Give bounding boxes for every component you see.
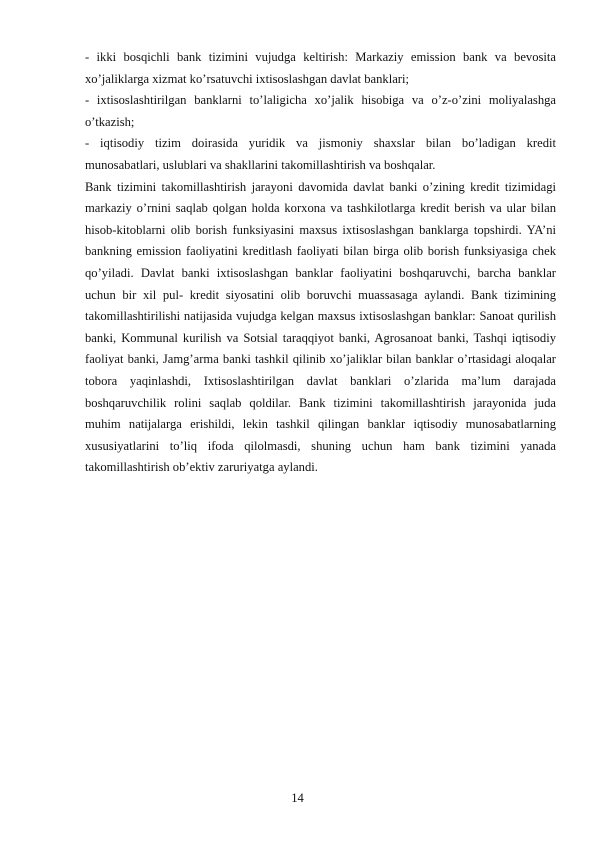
page-number: 14: [291, 791, 304, 805]
paragraph-two-tier-system: - ikki bosqichli bank tizimini vujudga keltirish: Markaziy emission bank va bevosita xo’jaliklarga xizmat ko’rsatuvchi ixtisoslashgan davlat banklari;: [85, 50, 556, 86]
paragraph-bank-system-improvement: Bank tizimini takomillashtirish jarayoni davomida davlat banki o’zining kredit tizimidagi markaziy o’rnini saqlab qolgan holda korxona va tashkilotlarga kredit berish va ular bilan hisob-kitoblarni olib borish funksiyasini maxsus ixtisoslashgan banklarga topshirdi. YA’ni bankning emission faoliyatini kreditlash faoliyati bilan birga olib borish funksiyasiga chek qo’yiladi. Davlat banki ixtisoslashgan banklar faoliyatini boshqaruvchi, barcha banklar uchun bir xil pul- kredit siyosatini olib boruvchi muassasaga aylandi. Bank tizimining takomillashtirilishi natijasida vujudga kelgan maxsus ixtisoslashgan banklar: Sanoat qurilish banki, Kommunal kurilish va Sotsial taraqqiyot banki, Agrosanoat banki, Tashqi iqtisodiy faoliyat banki, Jamg’arma banki tashkil qilinib xo’jaliklar bilan banklar o’rtasidagi aloqalar tobora yaqinlashdi, Ixtisoslashtirilgan davlat banklari o’zlarida ma’lum darajada boshqaruvchilik rolini saqlab qoldilar. Bank tizimini takomillashtirish jarayonida juda muhim natijalarga erishildi, lekin tashkil qilingan banklar iqtisodiy munosabatlarning xususiyatlarini to’liq ifoda qilolmasdi, shuning uchun ham bank tizimini yanada takomillashtirish ob’ektiv zaruriyatga aylandi.: [85, 179, 556, 475]
paragraph-self-financing: - ixtisoslashtirilgan banklarni to’laligicha xo’jalik hisobiga va o’z-o’zini moliyalashga o’tkazish;: [85, 93, 556, 129]
paragraph-credit-relations: - iqtisodiy tizim doirasida yuridik va jismoniy shaxslar bilan bo’ladigan kredit munosabatlari, uslublari va shakllarini takomillashtirish va boshqalar.: [85, 136, 556, 172]
page-content: [85, 47, 556, 479]
